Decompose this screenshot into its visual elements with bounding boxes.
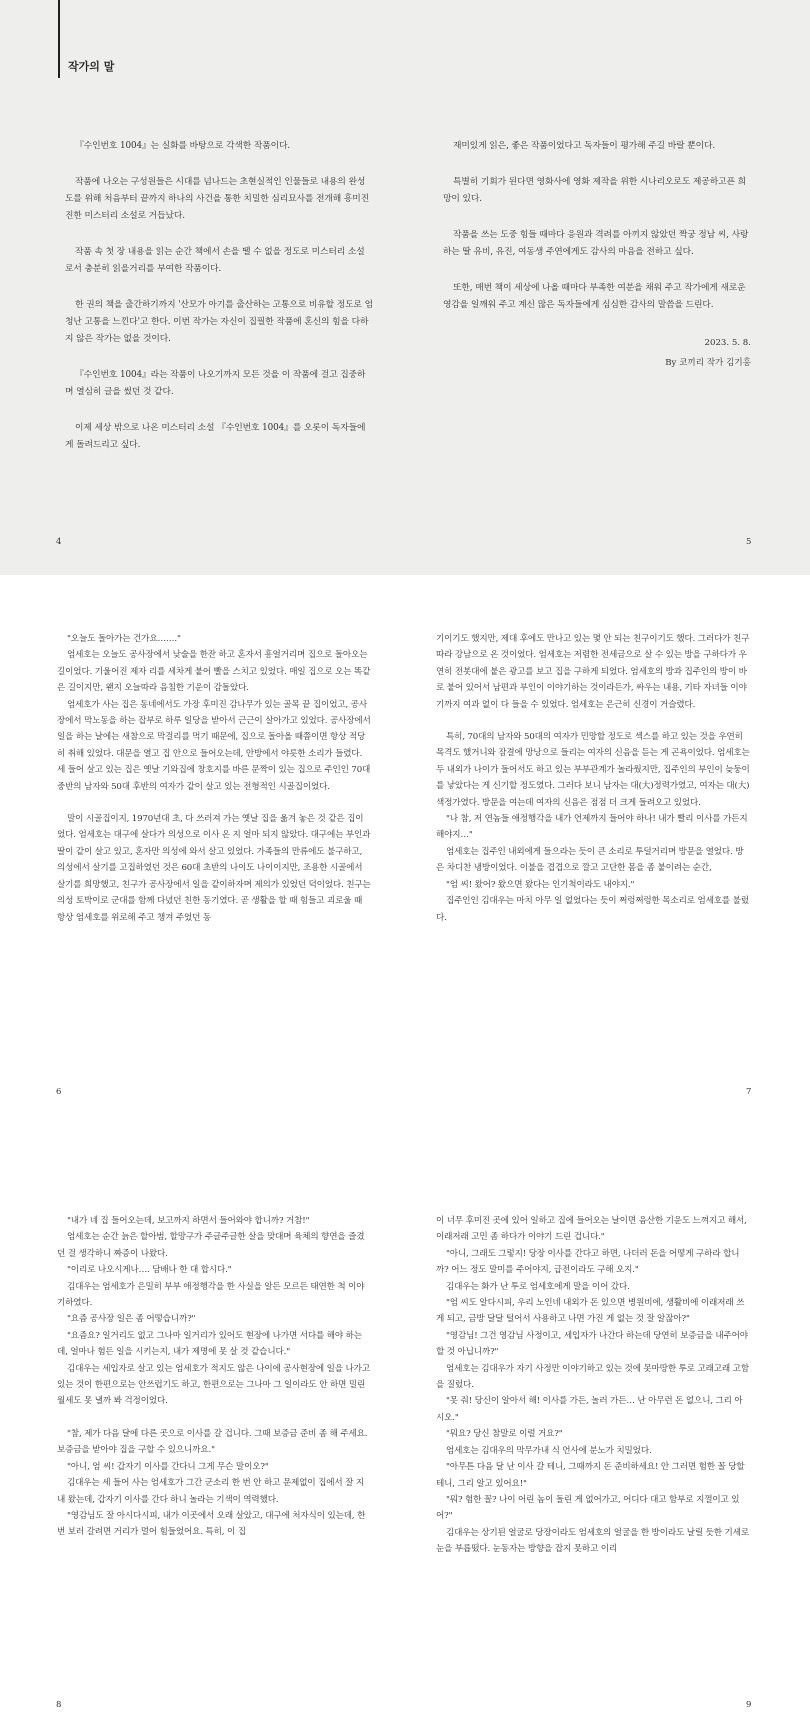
page-number-right: 5 xyxy=(746,537,752,547)
signature-author: By 코끼리 작가 김기홍 xyxy=(665,358,751,368)
page-number-right: 7 xyxy=(746,1087,752,1097)
page-8-column xyxy=(57,1213,371,1541)
paragraph: "뭐? 험한 꼴? 나이 어린 놈이 돌린 게 없어가고, 어디다 대고 함부로 지껄이고 있어?" xyxy=(436,1494,740,1522)
paragraph: "이리로 나오시게나…. 담배나 한 대 합시다." xyxy=(67,1265,232,1276)
paragraph: "내가 네 집 들어오는데, 보고까지 하면서 들어와야 합니까? 거참!" xyxy=(67,1216,310,1226)
paragraph: 엄세호는 오늘도 공사장에서 낮술을 한잔 하고 혼자서 흥얼거리며 집으로 돌아오는 길이었다. 기울어진 제자 리를 세차게 붙어 빨을 스치고 있었다. 매일 집으로 오는 똑같은 길이지만, 왠지 오늘따라 음침한 기운이 감돌았다. xyxy=(57,650,371,694)
paragraph: "요즘 공사장 일은 좀 어떻습니까?" xyxy=(67,1314,196,1325)
paragraph: 엄세호가 사는 집은 동네에서도 가장 후미진 감나무가 있는 골목 끝 집이었고, 공사장에서 막노동을 하는 잡부로 하루 일당을 받아서 근근이 살아가고 있었다. 공사장에서 일을 하는 날에는 새참으로 막걸리를 먹기 때문에, 집으로 돌아올 때쯤이면 항상 적당히 취해 있었다. 대문을 열고 집 안으로 들어오는데, 안방에서 야릇한 소리가 들렸다. 세 들어 살고 있는 집은 옛날 기와집에 창호지를 바른 문짝이 있는 집으로 주인인 70대 중반의 남자와 50대 후반의 여자가 같이 살고 있는 전형적인 시골집이었다. xyxy=(57,699,371,792)
paragraph: "뭐요? 당신 참말로 이럴 거요?" xyxy=(446,1429,563,1440)
paragraph: 김대우는 엄세호가 은밀히 부부 애정행각을 한 사실을 알든 모르든 태연한 척 이야기하였다. xyxy=(57,1281,365,1309)
paragraph: 김대우는 상기된 얼굴로 당장이라도 엄세호의 얼굴을 한 방이라도 날릴 듯한 기세로 눈을 부릅떴다. 눈동자는 방향을 잡지 못하고 이리 xyxy=(436,1527,749,1555)
paragraph: 김대우는 세 들어 사는 엄세호가 그간 군소리 한 번 안 하고 문제없이 집에서 잘 지내 왔는데, 갑자기 이사를 간다 하니 놀라는 기색이 역력했다. xyxy=(57,1478,364,1505)
page-4-column xyxy=(65,138,373,473)
page-9-column xyxy=(436,1213,750,1558)
paragraph: 이 너무 후미진 곳에 있어 일하고 집에 들어오는 날이면 음산한 기운도 느껴지고 해서, 이래저래 고민 좀 하다가 이야기 드린 겁니다." xyxy=(436,1216,747,1243)
paragraph: 김대우는 세입자로 살고 있는 엄세호가 적지도 않은 나이에 공사현장에 일을 나가고 있는 것이 한편으로는 안쓰럽기도 하고, 한편으로는 그나마 그 일이라도 안 하면 밀린 월세도 못 낼까 봐 걱정이었다. xyxy=(57,1363,370,1407)
paragraph: 엄세호는 김대우의 막무가내 식 언사에 분노가 치밀었다. xyxy=(446,1445,652,1456)
page-6-column xyxy=(57,631,371,926)
paragraph: 작품을 쓰는 도중 힘들 때마다 응원과 격려를 아끼지 않았던 짝궁 정남 씨, 사랑하는 딸 유비, 유진, 여동생 주연에게도 감사의 마음을 전하고 싶다. xyxy=(443,230,749,257)
paragraph: 특별히 기회가 된다면 영화사에 영화 제작을 위한 시나리오로도 제공하고픈 희망이 있다. xyxy=(443,177,746,204)
spread-authors-note xyxy=(0,0,810,575)
paragraph: "오늘도 돌아가는 건가요……." xyxy=(67,634,181,644)
paragraph: "나 참, 저 연놈들 애정행각을 내가 언제까지 들어야 하나! 내가 빨리 이사를 가든지 해야지…" xyxy=(436,814,748,841)
paragraph: 특히, 70대의 남자와 50대의 여자가 민망할 정도로 섹스를 하고 있는 것을 우연히 목격도 했거니와 잠결에 망낭으로 들리는 여자의 신음을 듣는 게 곤욕이었다. 엄세호는 두 내외가 나이가 들어서도 하고 있는 부부관계가 놀라웠지만, 집주인의 부인이 늦둥이를 낳았다는 게 신기할 정도였다. 그러다 보니 남자는 대(大)정력가였고, 여자는 대(大)색정가였다. 방문을 여는데 여자의 신음은 점점 더 크게 들려오고 있었다. xyxy=(436,732,750,808)
signature-date: 2023. 5. 8. xyxy=(704,338,751,348)
section-title: 작가의 말 xyxy=(68,60,115,73)
spread-pages-6-7 xyxy=(0,575,810,1115)
paragraph: 한 권의 책을 출간하기까지 '산모가 아기를 출산하는 고통으로 비유할 정도로 엄청난 고통을 느낀다'고 한다. 이번 작가는 자신이 집필한 작품에 혼신의 힘을 다하지 않은 작가는 없을 것이다. xyxy=(65,300,374,344)
paragraph: "아니, 그래도 그렇지! 당장 이사를 간다고 하면, 나더러 돈을 어떻게 구하라 합니까? 어느 정도 말미를 주어야지, 급전이라도 구해 오지." xyxy=(436,1248,740,1276)
page-number-left: 4 xyxy=(56,537,62,547)
paragraph: 집주인인 김대우는 마치 아무 일 없었다는 듯이 쩌렁쩌렁한 목소리로 엄세호를 불렀다. xyxy=(436,896,749,923)
paragraph: 이제 세상 밖으로 나온 미스터리 소설 『수인번호 1004』를 오롯이 독자들에게 돌려드리고 싶다. xyxy=(65,423,366,450)
spread-pages-8-9 xyxy=(0,1115,810,1728)
paragraph: "아니, 엄 씨! 갑자기 이사를 간다니 그게 무슨 말이오?" xyxy=(67,1461,269,1472)
paragraph: 『수인번호 1004』는 실화를 바탕으로 각색한 작품이다. xyxy=(75,141,291,151)
paragraph: 기이기도 했지만, 제대 후에도 만나고 있는 몇 안 되는 친구이기도 했다. 그러다가 친구 따라 강남으로 온 것이었다. 엄세호는 저렴한 전세금으로 살 수 있는 방을 구하다가 우연히 전봇대에 붙은 광고를 보고 집을 구하게 되었다. 엄세호의 방과 집주인의 방이 바로 붙어 있어서 남편과 부인이 이야기하는 것이라든가, 싸우는 내용, 기타 자녀들 이야기까지 여과 없이 다 들을 수 있었다. 엄세호는 은근히 신경이 거슬렸다. xyxy=(436,634,750,710)
paragraph: "참, 제가 다음 달에 다른 곳으로 이사를 갈 겁니다. 그때 보증금 준비 좀 해 주세요. 보증금을 받아야 집을 구할 수 있으니까요." xyxy=(57,1428,368,1456)
paragraph: "영감님! 그건 영감님 사정이고, 세입자가 나간다 하는데 당연히 보증금을 내주어야 할 것 아닙니까?" xyxy=(436,1330,748,1358)
paragraph: "엄 씨! 왔어? 왔으면 왔다는 인기척이라도 내야지." xyxy=(446,879,635,890)
paragraph: "엄 씨도 알다시피, 우리 노인네 내외가 돈 있으면 병원비에, 생활비에 이래저래 쓰게 되고, 금방 달달 털어서 사용하고 나면 가진 게 없는 것 잘 알잖아?" xyxy=(436,1298,745,1325)
paragraph: 작품 속 첫 장 내용을 읽는 순간 책에서 손을 뗄 수 없을 정도로 미스터리 소설로서 충분히 읽을거리를 부여한 작품이다. xyxy=(65,247,365,274)
paragraph: 엄세호는 집주인 내외에게 들으라는 듯이 큰 소리로 투덜거리며 방문을 열었다. 방은 차디찬 냉방이었다. 이불을 겹겹으로 깔고 고단한 몸을 좀 붙이려는 순간, xyxy=(436,846,744,874)
paragraph: "못 줘! 당신이 알아서 해! 이사를 가든, 놀러 가든… 난 아무런 돈 없으니, 그리 아시오." xyxy=(436,1396,743,1423)
paragraph: 엄세호는 김대우가 자기 사정만 이야기하고 있는 것에 못마땅한 투로 고래고래 고함을 질렀다. xyxy=(436,1363,749,1391)
paragraph: "아무튼 다음 달 난 이사 갈 테니, 그때까지 돈 준비하세요! 안 그러면 험한 꼴 당할 테니, 그리 알고 있어요!" xyxy=(436,1462,745,1489)
title-rule xyxy=(58,0,60,78)
paragraph: 김대우는 화가 난 투로 엄세호에게 말을 이어 갔다. xyxy=(446,1281,630,1292)
paragraph: 『수인번호 1004』라는 작품이 나오기까지 모든 것을 이 작품에 걸고 집중하며 열심히 글을 썼던 것 같다. xyxy=(65,370,366,397)
paragraph: 말이 시골집이지, 1970년대 초, 다 쓰러져 가는 옛날 집을 옮겨 놓은 것 같은 집이었다. 엄세호는 대구에 살다가 의성으로 이사 온 지 얼마 되지 않았다. 대구에는 부인과 딸이 같이 살고 있고, 혼자만 의성에 와서 살고 있었다. 가족들의 만류에도 불구하고, 의성에서 살기를 고집하였던 것은 60대 초반의 나이도 나이이지만, 조용한 시골에서 살기를 희망했고, 친구가 공사장에서 일을 같이하자며 제의가 있었던 덕이었다. 친구는 의성 토박이로 군대를 함께 다녔던 친한 동기였다. 곧 생활을 할 때 힘들고 괴로울 때 항상 엄세호를 위로해 주고 챙겨 주었던 동 xyxy=(57,814,371,923)
paragraph: 엄세호는 순간 늙은 할아범, 할망구가 주글주글한 살을 맞대며 육체의 향연을 즐겼던 걸 생각하니 짜증이 나왔다. xyxy=(57,1232,365,1259)
page-number-left: 6 xyxy=(56,1087,62,1097)
paragraph: 또한, 매번 책이 세상에 나올 때마다 부족한 여분을 채워 주고 작가에게 새로운 영감을 일깨워 주고 계신 많은 독자들에게 심심한 감사의 말씀을 드린다. xyxy=(443,283,746,310)
page-number-left: 8 xyxy=(56,1700,62,1710)
paragraph: 작품에 나오는 구성원들은 시대를 넘나드는 초현실적인 인물들로 내용의 완성도를 위해 처음부터 끝까지 하나의 사건을 통한 치밀한 심리묘사를 전개해 흥미진진한 미스터리 소설로 거듭났다. xyxy=(65,177,370,221)
paragraph: 재미있게 읽은, 좋은 작품이었다고 독자들이 평가해 주길 바랄 뿐이다. xyxy=(453,141,716,151)
paragraph: "요즘요? 일거리도 없고 그나마 일거리가 있어도 현장에 나가면 서다를 해야 하는데, 얼마나 험든 일을 시키는지, 내가 제명에 못 살 것 같습니다." xyxy=(57,1330,362,1358)
page-number-right: 9 xyxy=(746,1700,752,1710)
paragraph: "영감님도 잘 아시다시피, 내가 이곳에서 오래 살았고, 대구에 처자식이 있는데, 한번 보러 갈려면 거리가 멀어 힘들었어요. 특히, 이 집 xyxy=(57,1510,366,1538)
page-7-column xyxy=(436,631,750,926)
page-5-column xyxy=(443,138,751,373)
